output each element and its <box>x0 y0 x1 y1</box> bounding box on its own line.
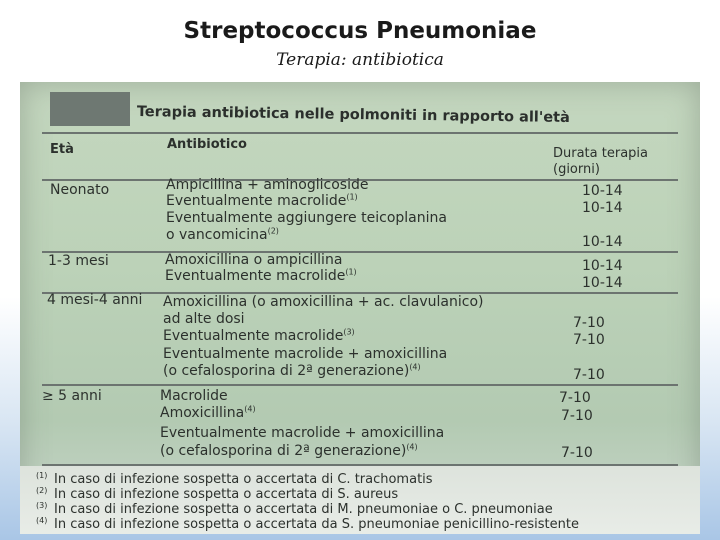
row-1-3-mesi-age: 1-3 mesi <box>48 253 109 269</box>
row-divider <box>42 251 678 253</box>
table-top-rule <box>42 132 678 134</box>
row-neonato-line: o vancomicina$^{(2)}$ <box>166 226 279 243</box>
row-4-mesi-4-anni-line: (o cefalosporina di 2ª generazione)$^{(4)}$ <box>163 362 421 379</box>
footnote-text: In caso di infezione sospetta o accertata di C. trachomatis <box>54 472 433 487</box>
footnote-number: (2) <box>36 486 48 495</box>
table-bottom-rule <box>42 464 678 466</box>
column-header-age: Età <box>50 142 74 157</box>
row-neonato-line: Eventualmente aggiungere teicoplanina <box>166 210 447 226</box>
row-5-anni-duration: 7-10 <box>559 390 591 406</box>
row-4-mesi-4-anni-age: 4 mesi-4 anni <box>47 292 143 308</box>
table-photo <box>20 82 700 534</box>
row-5-anni-line: Amoxicillina$^{(4)}$ <box>160 404 256 421</box>
footnote-number: (3) <box>36 501 48 510</box>
row-neonato-line: Eventualmente macrolide$^{(1)}$ <box>166 192 358 209</box>
table-heading: Terapia antibiotica nelle polmoniti in rapporto all'età <box>136 104 570 127</box>
row-5-anni-line: Macrolide <box>160 388 228 404</box>
row-5-anni-line: Eventualmente macrolide + amoxicillina <box>160 425 445 441</box>
redacted-block <box>50 92 130 126</box>
footnote-number: (4) <box>36 516 48 525</box>
footnote-text: In caso di infezione sospetta o accertata da S. pneumoniae penicillino-resistente <box>54 517 579 532</box>
row-5-anni-duration: 7-10 <box>561 445 593 461</box>
row-neonato-duration: 10-14 <box>582 183 623 199</box>
column-header-antibiotic: Antibiotico <box>167 137 247 152</box>
row-4-mesi-4-anni-line: Eventualmente macrolide + amoxicillina <box>163 346 448 362</box>
row-1-3-mesi-duration: 10-14 <box>582 258 623 274</box>
row-1-3-mesi-duration: 10-14 <box>582 275 623 291</box>
row-5-anni-line: (o cefalosporina di 2ª generazione)$^{(4)}$ <box>160 442 418 459</box>
footnote-number: (1) <box>36 471 48 480</box>
row-neonato-duration: 10-14 <box>582 234 623 250</box>
row-4-mesi-4-anni-line: Eventualmente macrolide$^{(3)}$ <box>163 327 355 344</box>
slide-title: Streptococcus Pneumoniae <box>183 18 537 44</box>
slide-subtitle: Terapia: antibiotica <box>276 50 444 70</box>
row-1-3-mesi-line: Eventualmente macrolide$^{(1)}$ <box>165 267 357 284</box>
row-4-mesi-4-anni-duration: 7-10 <box>573 332 605 348</box>
row-4-mesi-4-anni-duration: 7-10 <box>573 367 605 383</box>
row-4-mesi-4-anni-duration: 7-10 <box>573 315 605 331</box>
row-1-3-mesi-line: Amoxicillina o ampicillina <box>165 252 343 268</box>
row-divider <box>42 384 678 386</box>
row-neonato-line: Ampicillina + aminoglicoside <box>166 177 369 193</box>
row-4-mesi-4-anni-line: Amoxicillina (o amoxicillina + ac. clavulanico) <box>163 294 484 310</box>
footnote-text: In caso di infezione sospetta o accertata di S. aureus <box>54 487 399 502</box>
column-header-duration: Durata terapia <box>553 146 648 161</box>
footnote-text: In caso di infezione sospetta o accertata di M. pneumoniae o C. pneumoniae <box>54 502 553 517</box>
row-5-anni-age: ≥ 5 anni <box>42 388 102 404</box>
row-neonato-duration: 10-14 <box>582 200 623 216</box>
row-4-mesi-4-anni-line: ad alte dosi <box>163 311 245 327</box>
row-neonato-age: Neonato <box>50 182 110 198</box>
column-header-duration-unit: (giorni) <box>553 162 600 177</box>
row-5-anni-duration: 7-10 <box>561 408 593 424</box>
